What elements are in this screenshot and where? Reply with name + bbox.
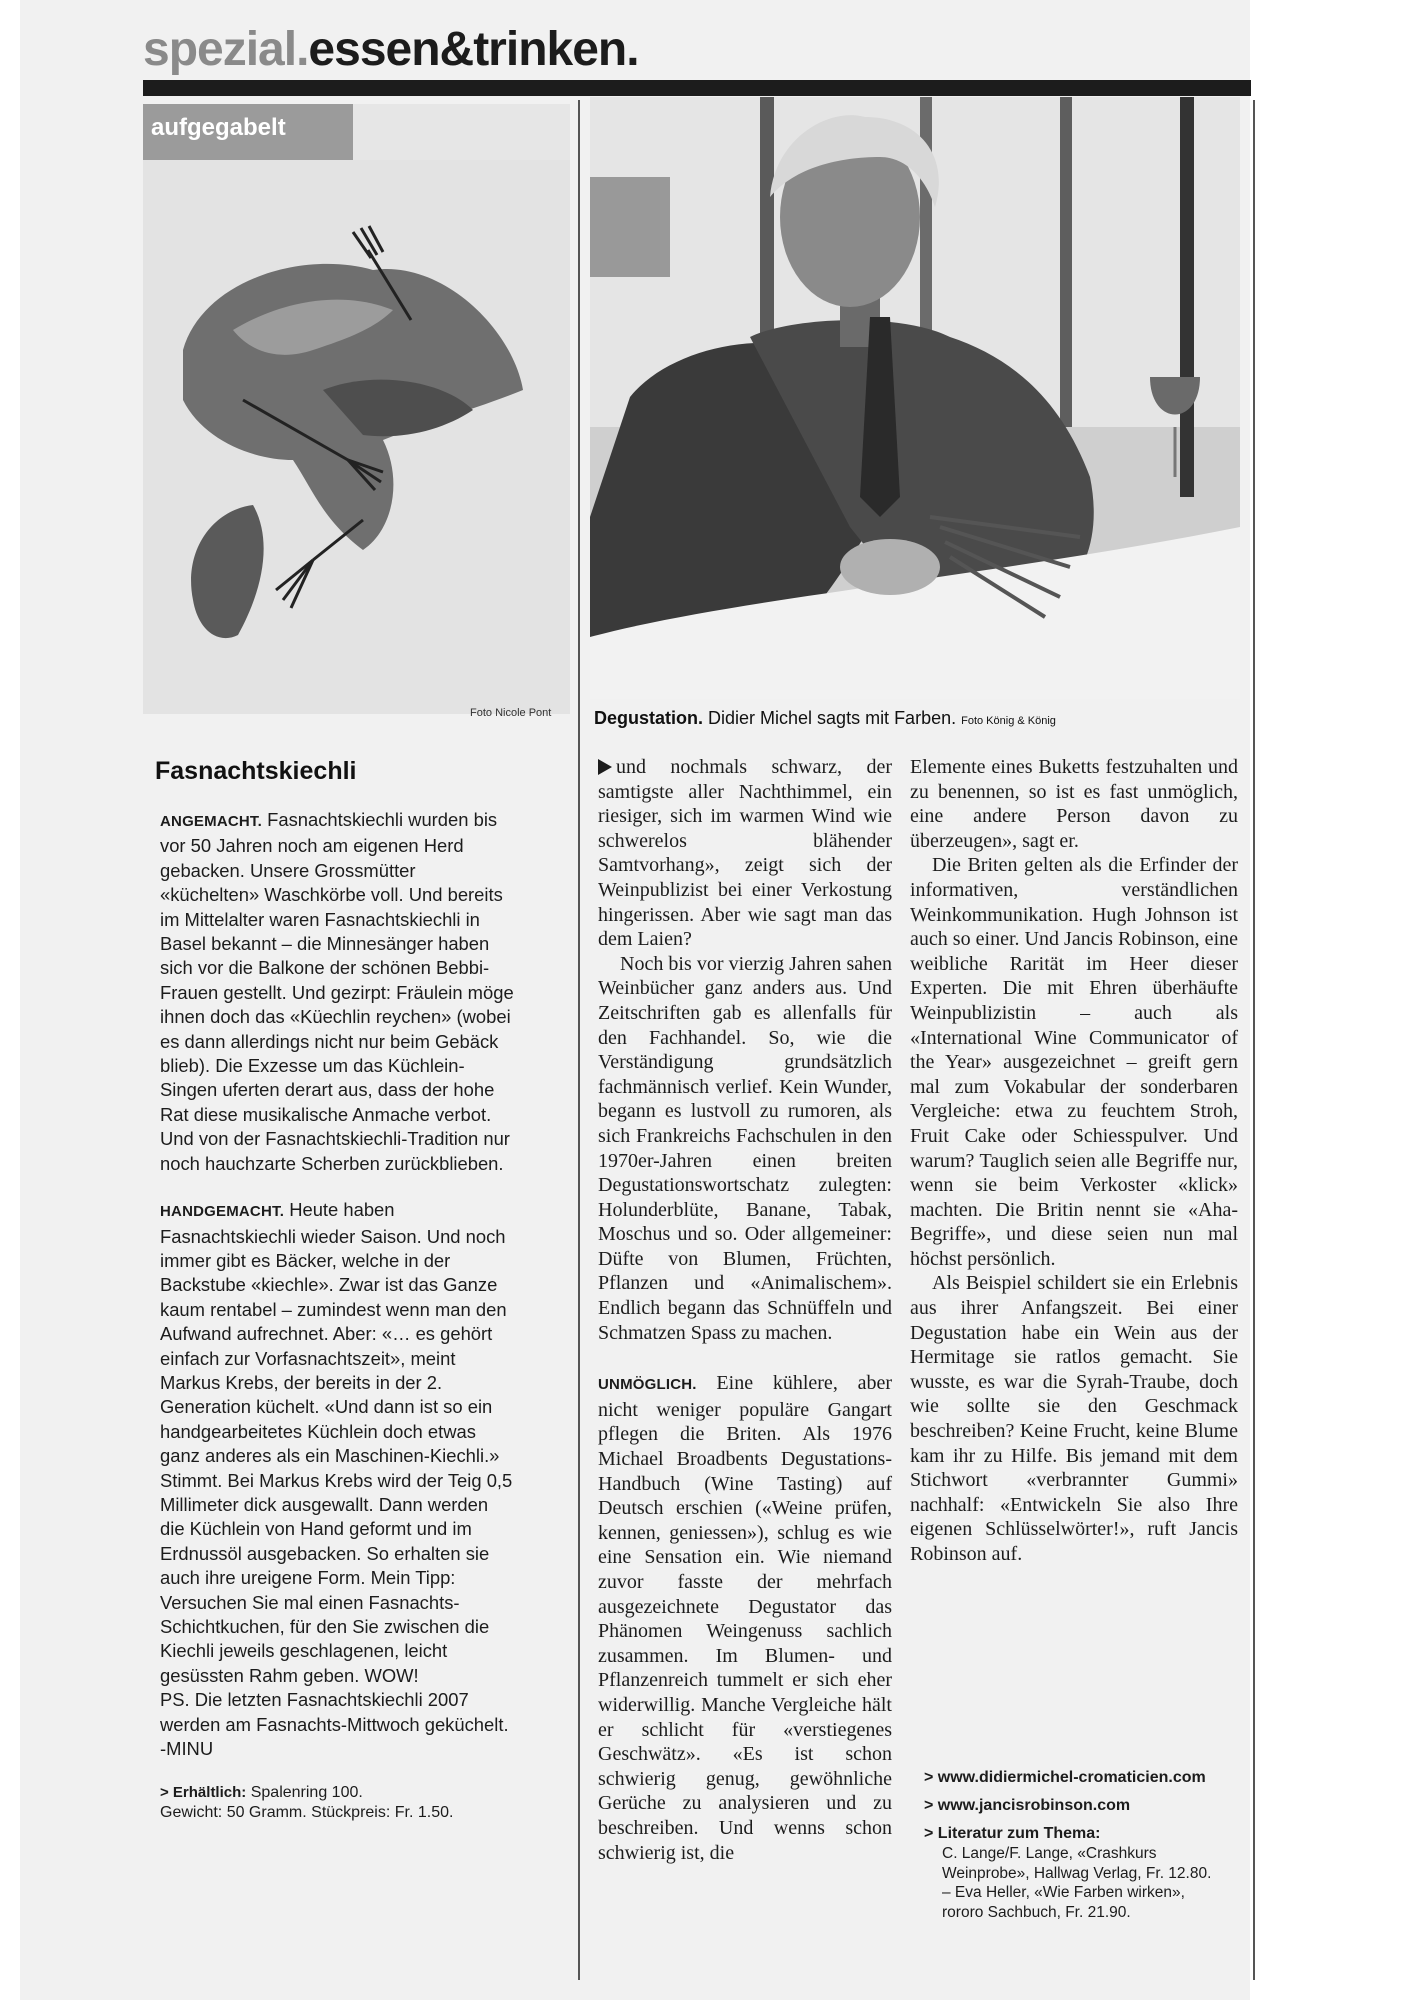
paragraph-continued — [598, 755, 892, 952]
paragraph-text: und nochmals schwarz, der samtigste aller Nachthimmel, ein riesiger, sich im warmen Wind wie schwerelos blähender Samtvorhang», zeigt sich der Weinpublizist bei einer Verkostung hingerissen. Aber wie sagt man das dem Laien? — [598, 756, 892, 951]
links-box — [924, 1768, 1224, 1922]
masthead — [143, 20, 639, 80]
degustation-illustration — [590, 97, 1240, 699]
paragraph-ps: PS. Die letzten Fasnachtskiechli 2007 werden am Fasnachts-Mittwoch geküchelt. -MINU — [160, 1689, 509, 1760]
link-didiermichel[interactable]: > www.didiermichel-cromaticien.com — [924, 1769, 1206, 1786]
info-box — [160, 1783, 514, 1823]
photo-credit-right: Foto König & König — [961, 715, 1056, 727]
paragraph-briten: Die Briten gelten als die Erfinder der informativen, verständlichen Weinkommunikation. Hugh Johnson ist auch so einer. Und Jancis Robinson, eine weibliche Rarität im Heer dieser Experten. Die mit Ehren überhäufte Weinpublizistin – auch als «International Wine Communicator of the Year» ausgezeichnet – greift gern mal zum Vokabular der sonderbaren Vergleiche: etwa zu feuchtem Stroh, Fruit Cake oder Schiesspulver. Und warum? Tauglich seien alle Begriffe nur, wenn sie beim Verkoster «klick» machten. Die Britin nennt sie «Aha-Begriffe», und diese seien nun mal höchst persönlich. — [910, 854, 1238, 1270]
paragraph-handgemacht — [160, 1198, 514, 1468]
paragraph-angemacht — [160, 808, 514, 1176]
paragraph-bukett: Elemente eines Buketts festzuhalten und zu benennen, so ist es fast unmöglich, eine andere Person davon zu überzeugen», sagt er. — [910, 756, 1238, 852]
paragraph-beispiel: Als Beispiel schildert sie ein Erlebnis aus ihrer Anfangszeit. Bei einer Degustation habe ein Wein aus der Hermitage sie ratlos gemacht. Sie wusste, es war die Syrah-Traube, doch wie sollte sie den Geschmack beschreiben? Keine Frucht, keine Blume kam ihr zu Hilfe. Bis jemand mit dem Stichwort «verbrannter Gummi» nachhalf: «Entwickeln Sie also Ihre eigenen Schlüsselwörter!», ruft Jancis Robinson auf. — [910, 1272, 1238, 1565]
paragraph-weinbuecher: Noch bis vor vierzig Jahren sahen Weinbücher ganz anders aus. Und Zeitschriften gab es allenfalls für den Fachhandel. So, wie die Verständigung grundsätzlich fachmännisch verlief. Kein Wunder, begann es lustvoll zu rumoren, als sich Frankreichs Fachschulen in den 1970er-Jahren einen breiten Degustationswortschatz zulegten: Holunderblüte, Banane, Tabak, Moschus und so. Oder allgemeiner: Düfte von Blumen, Früchten, Pflanzen und «Animalischem». Endlich begann das Schnüffeln und Schmatzen Spass zu machen. — [598, 952, 892, 1344]
masthead-section: spezial. — [143, 23, 309, 76]
info-weight-price: Gewicht: 50 Gramm. Stückpreis: Fr. 1.50. — [160, 1804, 454, 1822]
paragraph-text: Eine kühlere, aber nicht weniger populäre Gangart pflegen die Briten. Als 1976 Michael Broadbents Degustations-Handbuch (Wine Tasting) auf Deutsch erschien («Weine prüfen, kennen, geniessen»), schlug es wie eine Sensation ein. Wie niemand zuvor fasste der mehrfach ausgezeichnete Degustator das Phänomen Weingenuss sachlich zusammen. Im Blumen- und Pflanzenreich tummelt er sich eher widerwillig. Manche Vergleiche hält er schlicht für «verstiegenes Geschwätz». «Es ist schon schwierig genug, gewöhnliche Gerüche zu analysieren und zu beschreiben. Und wenns schon schwierig ist, die — [598, 1372, 892, 1864]
paragraph-text: Heute haben Fasnachtskiechli wieder Saison. Und noch immer gibt es Bäcker, welche in der Backstube «kiechle». Zwar ist das Ganze kaum rentabel – zumindest wenn man den Aufwand aufrechnet. Aber: «… es gehört einfach zur Vorfasnachtszeit», meint Markus Krebs, der bereits in der 2. Generation küchelt. «Und dann ist so ein handgearbeitetes Küchlein doch etwas ganz anderes als ein Maschinen-Kiechli.» — [160, 1199, 507, 1467]
caption-text: Didier Michel sagts mit Farben. — [703, 708, 962, 728]
article-headline: Fasnachtskiechli — [155, 757, 357, 785]
literature-lead: > Literatur zum Thema: — [924, 1825, 1101, 1842]
paragraph-text: Fasnachtskiechli wurden bis vor 50 Jahren noch am eigenen Herd gebacken. Unsere Grossmütter «küchelten» Waschkörbe voll. Und bereits im Mittelalter waren Fasnachtskiechli in Basel bekannt – die Minnesänger haben sich vor die Balkone der schönen Bebbi-Frauen gestellt. Und gezirpt: Fräulein möge ihnen doch das «Küechlin reychen» (wobei es dann allerdings nicht nur beim Gebäck blieb). Die Exzesse um das Küchlein-Singen uferten derart aus, dass der hohe Rat diese musikalische Anmache verbot. Und von der Fasnachtskiechli-Tradition nur noch hauchzarte Scherben zurückblieben. — [160, 809, 514, 1174]
column-banner: aufgegabelt — [143, 104, 353, 160]
continuation-arrow-icon — [598, 759, 612, 775]
lead-handgemacht: HANDGEMACHT. — [160, 1203, 285, 1221]
masthead-rule — [143, 80, 1251, 96]
paragraph-stimmt: Stimmt. Bei Markus Krebs wird der Teig 0,5 Millimeter dick ausgewallt. Dann werden die Küchlein von Hand geformt und im Erdnussöl ausgebacken. So erhalten sie auch ihre ureigene Form. Mein Tipp: Versuchen Sie mal einen Fasnachts-Schichtkuchen, für den Sie zwischen die Kiechli jeweils geschlagenen, leicht gesüssten Rahm geben. WOW! — [160, 1469, 513, 1686]
masthead-title: essen&trinken. — [308, 23, 639, 76]
caption-lead: Degustation. — [594, 708, 704, 728]
lead-angemacht: ANGEMACHT. — [160, 813, 262, 830]
left-column — [160, 808, 514, 1823]
info-address: Spalenring 100. — [246, 1784, 363, 1802]
lead-unmoeglich: UNMÖGLICH. — [598, 1376, 697, 1394]
info-lead: > Erhältlich: — [160, 1784, 247, 1802]
kiechli-photo — [143, 104, 570, 714]
paragraph-unmoeglich — [598, 1371, 892, 1865]
right-column — [910, 755, 1238, 1567]
middle-column — [598, 755, 892, 1865]
kiechli-illustration — [143, 160, 570, 714]
paragraph-gap — [598, 1345, 892, 1371]
column-rule-right — [1253, 100, 1255, 1980]
column-rule — [578, 100, 580, 1980]
literature-text: C. Lange/F. Lange, «Crashkurs Weinprobe», Hallwag Verlag, Fr. 12.80. – Eva Heller, «Wie Farben wirken», rororo Sachbuch, Fr. 21.90. — [942, 1845, 1212, 1921]
link-jancisrobinson[interactable]: > www.jancisrobinson.com — [924, 1797, 1131, 1814]
photo-caption — [594, 708, 1244, 729]
photo-credit-left: Foto Nicole Pont — [470, 707, 552, 719]
degustation-photo — [590, 97, 1240, 699]
